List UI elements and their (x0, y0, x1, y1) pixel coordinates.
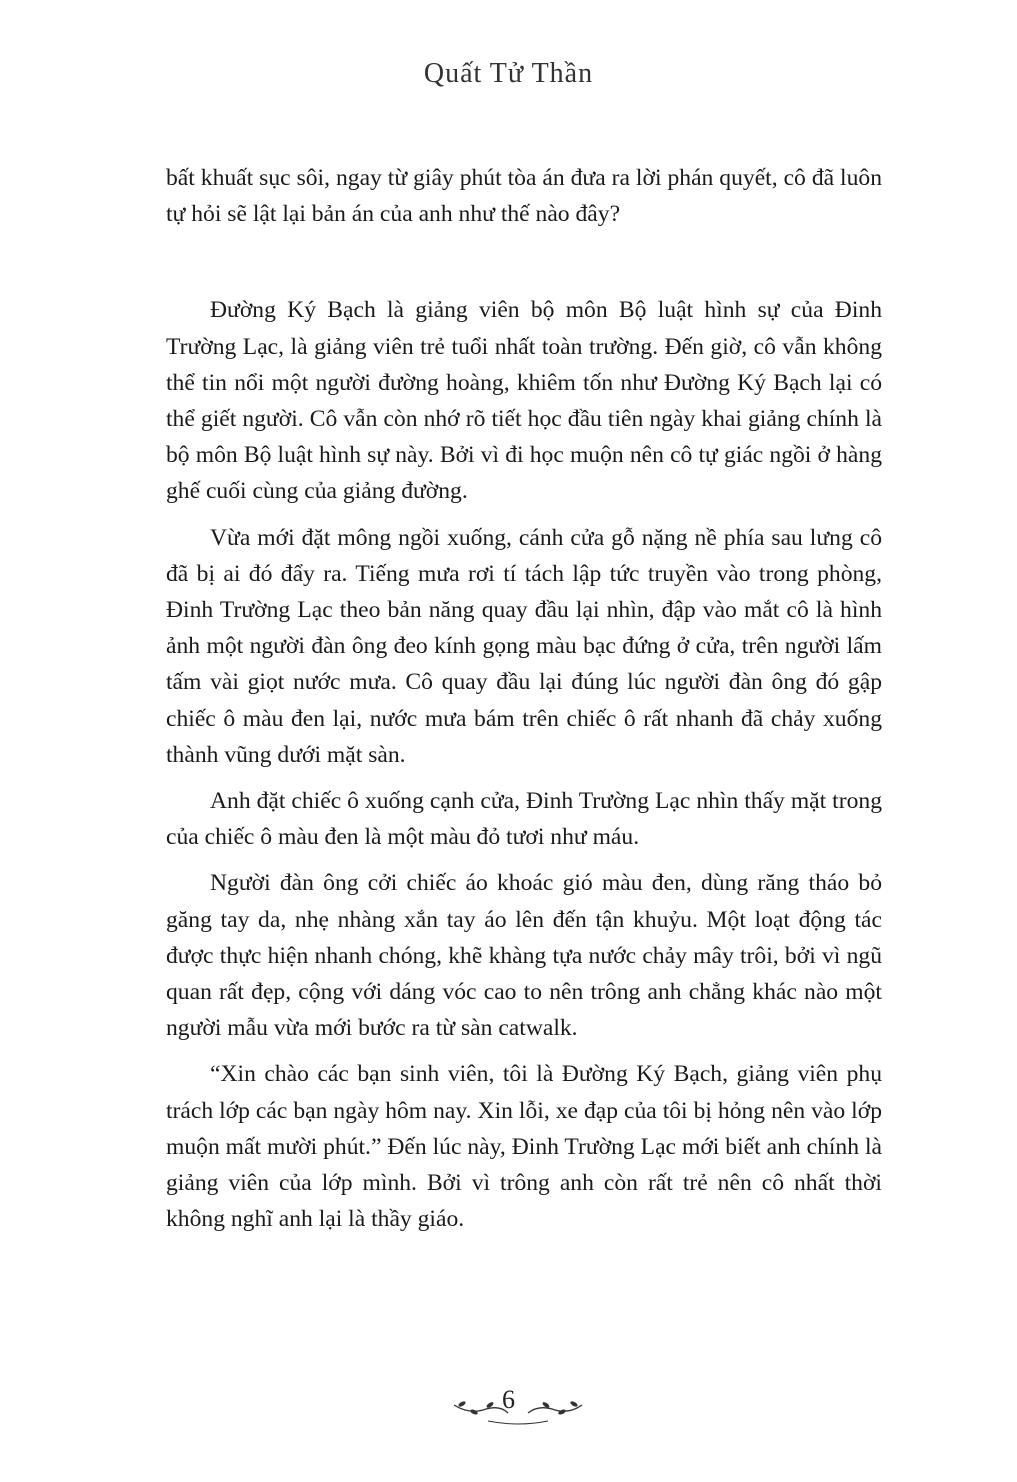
page-number: 6 (502, 1385, 515, 1414)
running-head-title: Quất Tử Thần (423, 58, 594, 89)
paragraph: Anh đặt chiếc ô xuống cạnh cửa, Đinh Trường Lạc nhìn thấy mặt trong của chiếc ô màu đen là một màu đỏ tươi như máu. (166, 788, 882, 851)
paragraph: Đường Ký Bạch là giảng viên bộ môn Bộ luật hình sự của Đinh Trường Lạc, là giảng viên trẻ tuổi nhất toàn trường. Đến giờ, cô vẫn không thể tin nổi một người đường hoàng, khiêm tốn như Đường Ký Bạch lại có thể giết người. Cô vẫn còn nhớ rõ tiết học đầu tiên ngày khai giảng chính là bộ môn Bộ luật hình sự này. Bởi vì đi học muộn nên cô tự giác ngồi ở hàng ghế cuối cùng của giảng đường. (166, 297, 882, 505)
paragraph: Vừa mới đặt mông ngồi xuống, cánh cửa gỗ nặng nề phía sau lưng cô đã bị ai đó đẩy ra. Tiếng mưa rơi tí tách lập tức truyền vào trong phòng, Đinh Trường Lạc theo bản năng quay đầu lại nhìn, đập vào mắt cô là hình ảnh một người đàn ông đeo kính gọng màu bạc đứng ở cửa, trên người lấm tấm vài giọt nước mưa. Cô quay đầu lại đúng lúc người đàn ông đó gập chiếc ô màu đen lại, nước mưa bám trên chiếc ô rất nhanh đã chảy xuống thành vũng dưới mặt sàn. (166, 524, 882, 768)
paragraph: “Xin chào các bạn sinh viên, tôi là Đường Ký Bạch, giảng viên phụ trách lớp các bạn ngày hôm nay. Xin lỗi, xe đạp của tôi bị hỏng nên vào lớp muộn mất mười phút.” Đến lúc này, Đinh Trường Lạc mới biết anh chính là giảng viên của lớp mình. Bởi vì trông anh còn rất trẻ nên cô nhất thời không nghĩ anh lại là thầy giáo. (166, 1061, 882, 1233)
page-footer (0, 1385, 1017, 1435)
paragraph-continuation: bất khuất sục sôi, ngay từ giây phút tòa án đưa ra lời phán quyết, cô đã luôn tự hỏi sẽ lật lại bản án của anh như thế nào đây? (166, 165, 882, 228)
paragraph: Người đàn ông cởi chiếc áo khoác gió màu đen, dùng răng tháo bỏ găng tay da, nhẹ nhàng xắn tay áo lên đến tận khuỷu. Một loạt động tác được thực hiện nhanh chóng, khẽ khàng tựa nước chảy mây trôi, bởi vì ngũ quan rất đẹp, cộng với dáng vóc cao to nên trông anh chẳng khác nào một người mẫu vừa mới bước ra từ sàn catwalk. (166, 870, 882, 1042)
body-text (166, 160, 882, 1247)
